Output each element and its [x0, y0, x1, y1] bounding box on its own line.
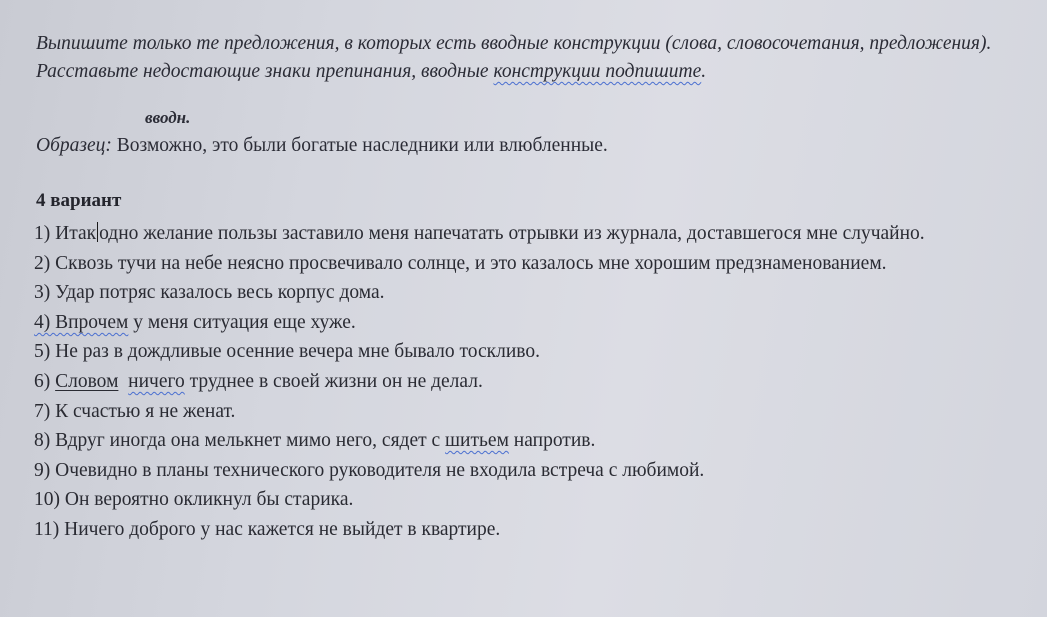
instruction-spellcheck-phrase: конструкции подпишите	[493, 61, 702, 82]
item-text: 10) Он вероятно окликнул бы старика.	[34, 489, 354, 511]
item-text: одно желание пользы заставило меня напечатать отрывки из журнала, доставшегося мне случайно.	[99, 223, 925, 244]
list-item	[34, 219, 1024, 249]
item-text: 5) Не раз в дождливые осенние вечера мне бывало тоскливо.	[34, 341, 540, 363]
list-item	[34, 426, 1024, 456]
item-text: труднее в своей жизни он не делал.	[184, 370, 483, 392]
list-item	[34, 397, 1024, 427]
item-spellcheck-text: 4) Впрочем	[34, 311, 129, 333]
item-text: 8) Вдруг иногда она мелькнет мимо него, сядет с	[34, 430, 446, 452]
item-spellcheck-text: шитьем	[445, 430, 509, 452]
list-item	[34, 308, 1024, 338]
item-text: 11) Ничего доброго у нас кажется не выйдет в квартире.	[34, 518, 501, 540]
item-text: 7) К счастью я не женат.	[34, 400, 236, 422]
variant-title: 4 вариант	[36, 190, 122, 211]
sample-text: Возможно, это были богатые наследники или влюбленные.	[111, 135, 608, 156]
list-item	[34, 515, 1024, 545]
list-item	[34, 249, 1024, 279]
sample-prefix: Образец:	[36, 135, 112, 156]
sample-annotation: вводн.	[145, 108, 191, 127]
item-text: 1) Итак	[34, 223, 97, 244]
item-text: напротив.	[508, 430, 596, 452]
item-underlined-word: Словом	[55, 370, 119, 392]
list-item	[34, 278, 1024, 308]
text-cursor	[97, 222, 98, 242]
list-item	[34, 485, 1024, 515]
item-spellcheck-text: ничего	[128, 370, 185, 392]
item-text: 3) Удар потряс казалось весь корпус дома.	[34, 282, 385, 304]
item-text: у меня ситуация еще хуже.	[128, 311, 356, 333]
instruction-text: Выпишите только те предложения, в которых есть вводные конструкции (слова, словосочетания, предложения). Расставьте недостающие знаки препинания, вводные	[36, 33, 992, 82]
item-text: 9) Очевидно в планы технического руководителя не входила встреча с любимой.	[34, 459, 705, 481]
item-text: 6)	[34, 370, 56, 392]
instruction-end: .	[701, 61, 707, 82]
sentence-list	[34, 219, 1024, 545]
list-item	[34, 367, 1024, 397]
item-text	[118, 371, 128, 392]
sample-line	[36, 133, 608, 159]
list-item	[34, 456, 1024, 486]
task-instruction	[36, 30, 1026, 86]
list-item	[34, 337, 1024, 367]
item-text: 2) Сквозь тучи на небе неясно просвечивало солнце, и это казалось мне хорошим предзнаменованием.	[34, 252, 887, 274]
